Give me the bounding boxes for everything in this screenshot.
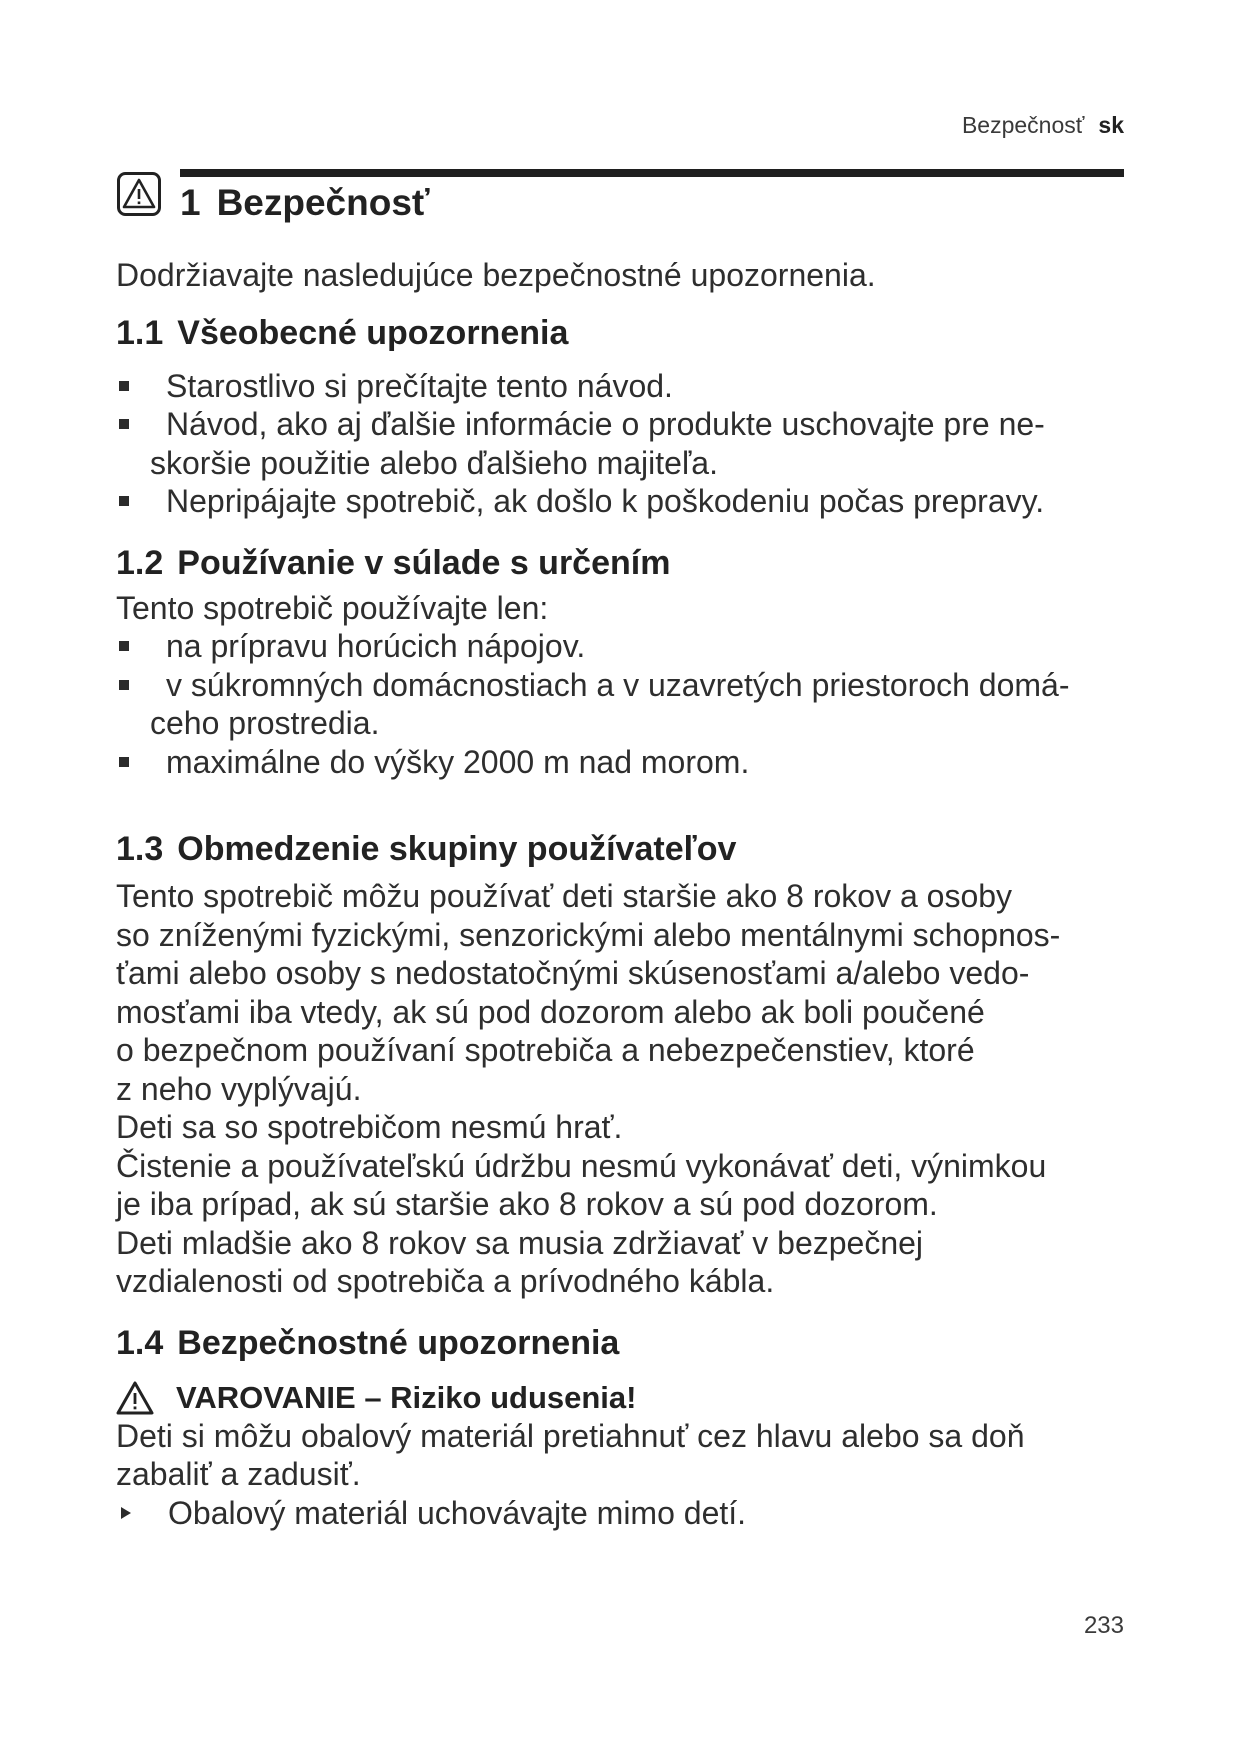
section-heading <box>116 829 1126 869</box>
page-number: 233 <box>1083 1612 1124 1639</box>
chapter-rule <box>180 169 1124 177</box>
body-line: vzdialenosti od spotrebiča a prívodného kábla. <box>116 1263 775 1299</box>
warning-text-line: Deti si môžu obalový materiál pretiahnuť cez hlavu alebo sa doň <box>116 1417 1025 1454</box>
list-item-text: v súkromných domácnostiach a v uzavretých priestoroch domá- <box>166 666 1070 703</box>
square-bullet-icon <box>119 381 129 391</box>
section-title: Obmedzenie skupiny používateľov <box>177 830 737 868</box>
list-item-continuation: skoršie použitie alebo ďalšieho majiteľa. <box>150 444 718 481</box>
section-safety-warnings <box>116 1323 1126 1533</box>
list-item <box>116 405 1126 482</box>
list-item <box>116 482 1126 521</box>
body-line: Deti sa so spotrebičom nesmú hrať. <box>116 1109 623 1145</box>
section-heading <box>116 313 1126 353</box>
list-item-text: Starostlivo si prečítajte tento návod. <box>166 367 673 404</box>
list-item-text: maximálne do výšky 2000 m nad morom. <box>166 743 750 780</box>
warning-triangle-icon <box>117 172 161 216</box>
language-code: sk <box>1098 112 1124 138</box>
section-heading <box>116 543 1126 583</box>
section-number: 1.4 <box>116 1323 164 1362</box>
bullet-list <box>116 367 1126 521</box>
list-item <box>116 367 1126 406</box>
section-general-warnings <box>116 313 1126 521</box>
chapter-title <box>180 182 430 224</box>
body-line: ťami alebo osoby s nedostatočnými skúsenosťami a/alebo vedo- <box>116 955 1030 991</box>
section-number: 1.1 <box>116 313 164 352</box>
section-title: Všeobecné upozornenia <box>177 313 569 352</box>
list-item <box>116 627 1126 666</box>
body-line: Tento spotrebič môžu používať deti staršie ako 8 rokov a osoby <box>116 878 1013 914</box>
section-body <box>116 877 1126 1301</box>
page-content <box>116 256 1126 1532</box>
section-title: Bezpečnostné upozornenia <box>177 1323 620 1362</box>
list-item-text: na prípravu horúcich nápojov. <box>166 628 586 664</box>
body-line: o bezpečnom používaní spotrebiča a nebezpečenstiev, ktoré <box>116 1032 975 1068</box>
list-item-text: Nepripájajte spotrebič, ak došlo k poškodeniu počas prepravy. <box>166 483 1045 519</box>
chapter-number: 1 <box>180 182 201 223</box>
action-arrow-icon <box>121 1507 131 1519</box>
square-bullet-icon <box>119 757 129 767</box>
section-intended-use <box>116 543 1126 782</box>
bullet-list <box>116 627 1126 781</box>
list-item-continuation: ceho prostredia. <box>150 705 380 741</box>
list-item <box>116 666 1126 743</box>
action-step <box>116 1494 1126 1533</box>
square-bullet-icon <box>119 641 129 651</box>
list-item-text: Návod, ako aj ďalšie informácie o produkte uschovajte pre ne- <box>166 406 1045 442</box>
warning-text-line: zabaliť a zadusiť. <box>116 1456 361 1492</box>
running-header <box>962 112 1124 139</box>
section-heading <box>116 1323 1126 1363</box>
body-line: z neho vyplývajú. <box>116 1070 362 1107</box>
square-bullet-icon <box>119 496 129 506</box>
section-user-restrictions <box>116 829 1126 1301</box>
section-title: Používanie v súlade s určením <box>177 543 671 582</box>
chapter-title-text: Bezpečnosť <box>216 182 430 223</box>
body-line: je iba prípad, ak sú staršie ako 8 rokov a sú pod dozorom. <box>116 1186 938 1222</box>
section-number: 1.2 <box>116 543 164 582</box>
body-line: Čistenie a používateľskú údržbu nesmú vykonávať deti, výnimkou <box>116 1147 1047 1184</box>
running-header-section: Bezpečnosť <box>961 112 1085 138</box>
warning-heading <box>116 1379 1126 1417</box>
list-item <box>116 743 1126 782</box>
warning-heading-text: VAROVANIE – Riziko udusenia! <box>176 1379 637 1415</box>
intro-text: Dodržiavajte nasledujúce bezpečnostné upozornenia. <box>116 257 876 293</box>
body-line: Deti mladšie ako 8 rokov sa musia zdržiavať v bezpečnej <box>116 1224 924 1261</box>
warning-triangle-icon <box>116 1381 154 1415</box>
body-line: mosťami iba vtedy, ak sú pod dozorom alebo ak boli poučené <box>116 993 985 1030</box>
body-line: so zníženými fyzickými, senzorickými alebo mentálnymi schopnos- <box>116 916 1061 953</box>
square-bullet-icon <box>119 419 129 429</box>
square-bullet-icon <box>119 680 129 690</box>
section-number: 1.3 <box>116 830 164 868</box>
action-step-text: Obalový materiál uchovávajte mimo detí. <box>168 1494 747 1531</box>
section-lead: Tento spotrebič používajte len: <box>116 589 549 626</box>
